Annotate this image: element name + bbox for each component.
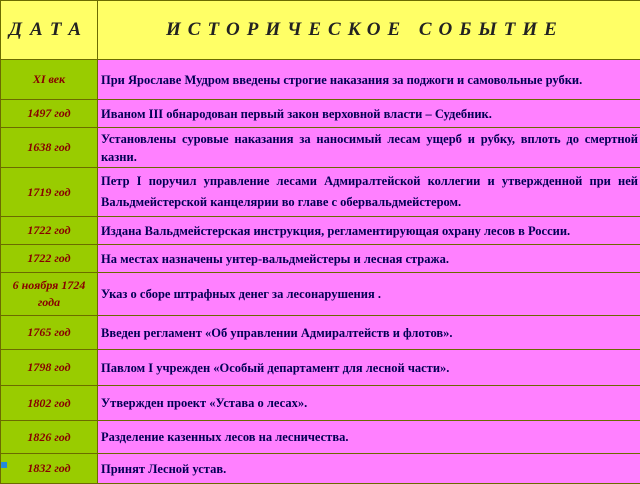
table-row [1, 60, 640, 100]
event-cell: Утвержден проект «Устава о лесах». [98, 386, 640, 421]
event-cell: Павлом I учрежден «Особый департамент для лесной части». [98, 350, 640, 386]
table-row [1, 316, 640, 350]
event-cell: Издана Вальдмейстерская инструкция, регламентирующая охрану лесов в России. [98, 217, 640, 245]
event-cell: Принят Лесной устав. [98, 454, 640, 484]
table-row [1, 350, 640, 386]
date-cell: 1722 год [1, 217, 98, 245]
table-row [1, 168, 640, 217]
date-column-header: ДАТА [1, 1, 98, 60]
date-cell: 1638 год [1, 128, 98, 168]
event-cell: Установлены суровые наказания за наносимый лесам ущерб и рубку, вплоть до смертной казни. [98, 128, 640, 168]
table-row [1, 245, 640, 273]
date-cell: XI век [1, 60, 98, 100]
event-column-header: ИСТОРИЧЕСКОЕ СОБЫТИЕ [98, 1, 640, 60]
date-cell: 1719 год [1, 168, 98, 217]
header-row [1, 1, 640, 60]
date-cell: 6 ноября 1724 года [1, 273, 98, 316]
corner-marker-icon: ▪ [0, 456, 6, 472]
table-row [1, 128, 640, 168]
date-cell: 1497 год [1, 100, 98, 128]
event-cell: Указ о сборе штрафных денег за лесонарушения . [98, 273, 640, 316]
table-row [1, 421, 640, 454]
date-cell: 1832 год [1, 454, 98, 484]
event-cell: На местах назначены унтер-вальдмейстеры и лесная стража. [98, 245, 640, 273]
event-cell: Разделение казенных лесов на лесничества. [98, 421, 640, 454]
table-row [1, 217, 640, 245]
table-row [1, 454, 640, 484]
event-cell: Иваном III обнародован первый закон верховной власти – Судебник. [98, 100, 640, 128]
event-cell: Петр I поручил управление лесами Адмиралтейской коллегии и утвержденной при ней Вальдмейстерской канцелярии во главе с обервальдмейстером. [98, 168, 640, 217]
date-cell: 1802 год [1, 386, 98, 421]
date-cell: 1722 год [1, 245, 98, 273]
table-row [1, 386, 640, 421]
event-cell: Введен регламент «Об управлении Адмиралтейств и флотов». [98, 316, 640, 350]
date-cell: 1765 год [1, 316, 98, 350]
date-cell: 1826 год [1, 421, 98, 454]
table-row [1, 273, 640, 316]
event-cell: При Ярославе Мудром введены строгие наказания за поджоги и самовольные рубки. [98, 60, 640, 100]
date-cell: 1798 год [1, 350, 98, 386]
table-row [1, 100, 640, 128]
